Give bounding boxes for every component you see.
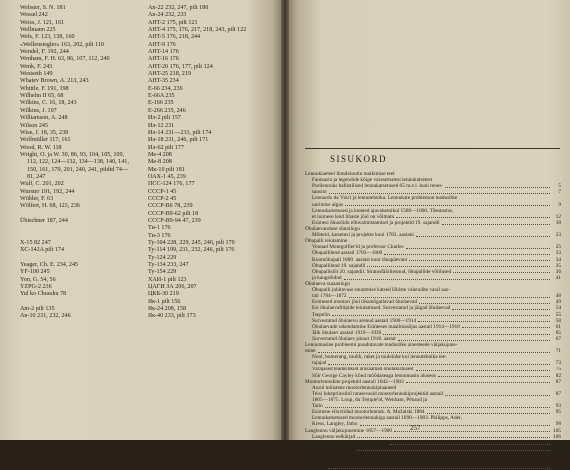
index-entry: Ту-154 229	[148, 269, 177, 276]
index-entry: An-24 232, 233	[148, 12, 187, 19]
index-entry: Wellmann 225	[20, 27, 56, 34]
index-entry: Ту-124 229	[148, 254, 177, 261]
index-entry: Wöhler, F. 63	[20, 195, 54, 202]
toc-dot-leader	[332, 315, 550, 316]
book-gutter	[281, 0, 289, 440]
toc-dot-leader	[328, 468, 550, 469]
toc-page-number: 35	[555, 262, 561, 269]
index-entry: ПСС-124 176, 177	[148, 181, 195, 188]
toc-dot-leader	[390, 444, 550, 445]
toc-page-number: 93	[555, 403, 561, 410]
index-entry: Ме-8 208	[148, 159, 172, 166]
toc-entry-title: Mootorlennu teokssaamine	[305, 452, 363, 459]
index-entry: E-166 235	[148, 100, 174, 107]
toc-entry-title: Jäik õhulaev aastail 1919—1939	[312, 329, 382, 336]
index-entry: Wright, O. ja W. 30, 86, 93, 104, 105, 109,	[20, 151, 125, 158]
toc-page-number: 67	[555, 335, 561, 342]
toc-page-number: 18	[555, 219, 561, 226]
index-entry: Як-40 233, pilt 173	[148, 313, 196, 320]
toc-page-number: 65	[555, 329, 561, 336]
toc-entry-title: Nool, bumerang, tuulik, raket ja tuulelohe kui lennutehnika tee-	[312, 354, 447, 361]
toc-entry-title: Õhupallilend 19. sajandil	[312, 262, 366, 269]
toc-page-number: 33	[555, 250, 561, 257]
toc-entry-title: rajajad	[312, 360, 327, 367]
index-entry: Wenk, F. 243	[20, 63, 53, 70]
toc-dot-leader	[406, 248, 550, 249]
index-entry: 112, 122, 124—132, 134—138, 140, 141,	[27, 159, 129, 166]
index-entry: Wise, J. 18, 35, 238	[20, 129, 69, 136]
toc-entry-title: Esimesi õhusõidu elluvalmistamisel ja projektid 19. sajandil	[312, 219, 440, 226]
toc-entry-title: Lennukiaeteel lintuleinutin maikimise teel	[305, 171, 395, 177]
index-entry: Ил-62 pilt 177	[148, 144, 184, 151]
index-spacer	[20, 233, 130, 240]
index-entry: СССР-В9-94 47, 239	[148, 217, 201, 224]
toc-entry-title: Tatin	[312, 403, 323, 410]
index-entry: Wels, F. 123, 138, 160	[20, 34, 75, 41]
index-entry: Wilson 245	[20, 122, 49, 129]
toc-dot-leader	[409, 260, 550, 261]
toc-page-number: 34	[555, 256, 561, 263]
toc-entry-title: Otto Lilienthal teeb lauglennu teeks	[312, 439, 388, 446]
toc-dot-leader	[367, 266, 550, 267]
toc-page-number: 98	[555, 421, 561, 428]
toc-dot-leader	[384, 254, 550, 255]
index-entry: Yon, G. 54, 56	[20, 276, 56, 283]
index-entry: Мк-10 pilt 181	[148, 166, 185, 173]
toc-entry-title: Vennad Montgolfier'id ja professor Charles	[312, 244, 404, 251]
index-entry: E-266 235, 246	[148, 107, 186, 114]
index-entry: Як-24 208, 158	[148, 306, 186, 313]
toc-dot-leader	[438, 376, 550, 377]
table-of-contents	[305, 171, 561, 470]
toc-dot-leader	[360, 425, 550, 426]
toc-page-number: 61	[555, 323, 561, 330]
toc-dot-leader	[357, 450, 550, 451]
index-entry: Ти-3 176	[148, 232, 171, 239]
toc-entry-title: Varajased teaduslikud arusaamad õhutakistusest	[312, 366, 414, 373]
toc-page-number: 82	[555, 372, 561, 379]
toc-dot-leader	[344, 279, 550, 280]
index-spacer	[20, 255, 130, 262]
toc-entry-title: Lauglennu väljakujunemine 1857—1900	[305, 427, 393, 434]
index-entry: Wilkins, C. 16, 18, 243	[20, 100, 77, 107]
index-entry: Ил-14 231—233, pilt 174	[148, 129, 212, 136]
toc-page-number: 87	[555, 378, 561, 385]
index-entry: Wolfmüller 117, 161	[20, 137, 71, 144]
toc-dot-leader	[445, 395, 550, 396]
toc-entry-title: Õhupallilend aastail 1783—1800	[312, 250, 383, 257]
toc-page-number: 48	[555, 293, 561, 300]
index-column-cyrillic	[148, 5, 276, 321]
toc-entry-title: Teisi lohepriinsibil ratasevasid mootorlennukiprojektid aastail	[312, 390, 444, 397]
index-entry: Übischner 187, 244	[20, 217, 68, 224]
index-entry: Як-1 pilt 156	[148, 298, 181, 305]
index-entry: AHT-20 176, 177, pilt 124	[148, 63, 213, 70]
index-entry: Wenham, F. H. 63, 86, 107, 112, 240	[20, 56, 110, 63]
index-entry: Whittle, F. 191, 198	[20, 85, 69, 92]
index-entry: AHT-5 176, 218, 244	[148, 34, 201, 41]
toc-dot-leader	[419, 303, 550, 304]
index-entry: Ме-4 208	[148, 151, 172, 158]
index-entry: ХАИ-1 pilt 123	[148, 276, 187, 283]
index-entry: Wulf, C. 201, 202	[20, 181, 64, 188]
toc-dot-leader	[329, 193, 550, 194]
toc-page-number: 36	[555, 268, 561, 275]
toc-page-number: 25	[555, 244, 561, 251]
toc-entry-title: Fantaasia ja legendide kõige varasematest lennukatsetest	[312, 177, 433, 184]
index-entry: Webster, S. N. 181	[20, 5, 66, 11]
toc-page-number: 12	[555, 213, 561, 220]
toc-entry-title: Õhupallisõit 20. sajandil. Stratosfäärilennud, õhupallide võitlused	[312, 268, 452, 275]
toc-entry-title: Õhulaeva ssaaaulugu	[305, 280, 350, 287]
toc-page-number: 41	[555, 274, 561, 281]
toc-entry-title: Esi õhulaevafitipide leiutamised. Survestatud ja jäigad õhulaevad	[312, 305, 451, 312]
index-entry: X-15 82 247	[20, 240, 51, 246]
index-entry: AHT-14 176	[148, 49, 179, 56]
toc-page-number: 9	[558, 201, 561, 208]
toc-entry-title: Lilienthali koolkond	[312, 445, 356, 452]
index-column-latin	[20, 5, 130, 321]
toc-entry-title: Lennumasine probleemi puudutavate teaduslike ainesteede väljakujune-	[305, 342, 458, 349]
toc-page-number: 123	[553, 464, 561, 470]
index-entry: Wood, R. W. 118	[20, 144, 62, 151]
index-spacer	[20, 211, 130, 218]
toc-entry-title: Õhulaevade rakendamine Esimeses maailmasõjas aastail 1914—1918	[312, 323, 460, 330]
toc-page-number: 7	[558, 189, 561, 196]
index-entry: Ту-104 228, 229, 245, 246, pilt 170	[148, 240, 235, 246]
index-entry: Ту-114 199, 231, 232, 246, pilt 176	[148, 247, 235, 254]
toc-dot-leader	[349, 297, 550, 298]
toc-dot-leader	[445, 187, 550, 188]
toc-entry-title: Aurul mõistene mootorlennukiplaaneed	[312, 384, 397, 391]
index-entry: Whatev Brown, A. 213, 243	[20, 78, 89, 85]
index-entry: Weiss, J. 121, 161	[20, 19, 65, 26]
index-entry: «Wellensiegler» 163, 202, pilt 110	[20, 41, 104, 48]
toc-dot-leader	[462, 327, 550, 328]
index-entry: Ту-134 233, 247	[148, 262, 189, 269]
index-entry: 150, 161, 179, 201, 240, 241, pildid 74—	[27, 166, 129, 173]
toc-dot-leader	[345, 205, 550, 206]
toc-entry-title: Purilennuks ballistilised lennukatsetused 65 m.e.l. kuni renes-	[312, 183, 444, 190]
toc-page-number: 49	[555, 299, 561, 306]
left-page-index	[0, 0, 281, 440]
toc-page-number: 87	[555, 390, 561, 397]
index-entry: СССР-В9-62 pilt 18	[148, 210, 199, 217]
page-number: 257	[410, 424, 421, 432]
index-spacer	[20, 299, 130, 306]
toc-entry-title: Lennukatsetused ja koneed ajavahemikul 1580—1800. Tõestustus,	[312, 207, 454, 214]
index-entry: 81, 247	[27, 173, 46, 180]
index-entry: YF-100 245	[20, 269, 50, 276]
index-entry: СССР-2 45	[148, 195, 177, 202]
index-entry: Ил-2 pilt 157	[148, 115, 181, 122]
toc-entry-title: Kuumõhupall 1800. aastast kuni tänapäevani	[312, 256, 408, 263]
index-entry: Wendel, F. 192, 244	[20, 49, 69, 56]
heading-rule	[305, 148, 560, 149]
toc-entry-title: Leonardo da Vinci ja lennutehnika. Lennukate problemon teaduslike	[312, 195, 458, 202]
index-entry: Ил-18 231, 246, pilt 171	[148, 137, 209, 144]
contents-heading: SISUKORD	[330, 154, 388, 164]
toc-entry-title: ja kaugsõidud	[312, 274, 342, 281]
toc-entry-title: Mõtteid, katsetusi ja projekte kuni 1783. aastani	[312, 232, 414, 239]
toc-page-number: 105	[553, 427, 561, 434]
index-entry: AHT-9 176	[148, 41, 176, 48]
toc-page-number: 95	[555, 409, 561, 416]
toc-dot-leader	[442, 224, 550, 225]
index-entry: AHT-25 218, 219	[148, 71, 191, 78]
toc-page-number: 75	[555, 366, 561, 373]
index-entry: СССР-В6 78, 239	[148, 203, 193, 210]
toc-entry-title: Survestatud õhulaev pärast 1918. aastat	[312, 335, 396, 342]
index-entry: An-22 232, 247, pilt 180	[148, 5, 209, 11]
index-entry: СССР-1 45	[148, 188, 177, 195]
index-entry: Am-2 pilt 135	[20, 306, 55, 313]
toc-page-number: 106	[553, 433, 561, 440]
toc-dot-leader	[418, 321, 550, 322]
index-entry: Wölfert, H. 68, 123, 236	[20, 203, 80, 210]
toc-entry-title: uurimise algus	[312, 201, 344, 208]
index-entry: AHT-2 175, pilt 121	[148, 19, 198, 26]
toc-dot-leader	[453, 272, 550, 273]
index-entry: Wessel 242	[20, 12, 48, 19]
toc-entry-title: Kress, Langley, Jatho	[312, 421, 358, 428]
index-entry: AHT-16 176	[148, 56, 179, 63]
toc-entry-title: Mootorlennukite projektid aastail 1842—1903	[305, 378, 404, 385]
toc-entry-title: Gottlieb Daimler ja auto põhjevaa sõvagu sisepõlemismootori leiu-	[312, 458, 455, 465]
toc-entry-title: et inimese lend lihaste jõul on võimatu	[312, 213, 395, 220]
toc-entry-title: Õhupalli juhitavuse muutmise katsed lõbiste vahendite varal aas-	[312, 287, 450, 294]
toc-dot-leader	[357, 437, 550, 438]
index-entry: Wilkins, J. 197	[20, 107, 57, 114]
index-entry: Ил-12 231	[148, 122, 175, 129]
toc-dot-leader	[396, 217, 550, 218]
toc-page-number: 110	[553, 439, 561, 446]
toc-page-number: 73	[555, 360, 561, 367]
toc-entry-title: sansini	[312, 189, 327, 196]
toc-dot-leader	[427, 413, 550, 414]
index-entry: ЦАГИ ЗА 206, 207	[148, 284, 197, 291]
index-entry: AHT-4 175, 176, 217, 218, 243, pilt 122	[148, 27, 247, 34]
index-entry: ОАХ-1 45, 239	[148, 173, 186, 180]
toc-dot-leader	[398, 340, 550, 341]
index-entry: AHT-35 234	[148, 78, 179, 85]
toc-entry-title: Lennukatsetused mootorlennukiga aastail 1890—1903. Philipps, Ader,	[312, 415, 462, 422]
toc-dot-leader	[328, 364, 550, 365]
index-entry: XC-142A pilt 174	[20, 247, 65, 254]
toc-entry-title: tamine	[312, 464, 327, 470]
toc-entry-title: Õhupalli leiutamine	[305, 238, 348, 245]
index-entry: Yeager, Ch. E. 234, 245	[20, 262, 79, 269]
index-entry: E-66A 235	[148, 93, 175, 100]
toc-dot-leader	[452, 309, 550, 310]
index-spacer	[20, 225, 130, 232]
toc-entry-title: Survestatud õhulaevu arenud aastail 1900—1914	[312, 317, 417, 324]
toc-entry-title: Esimesed mootori jõul tõkunõgatlavad õhulaevad	[312, 299, 418, 306]
index-entry: YZPG-2 236	[20, 284, 52, 291]
toc-page-number: 71	[555, 348, 561, 355]
toc-dot-leader	[406, 382, 550, 383]
index-entry: Ти-1 176	[148, 225, 171, 232]
toc-entry-title: Sõir George Cayley kõnd mõõdaseaga lennumasin aluseos	[312, 372, 437, 379]
toc-page-number: 58	[555, 317, 561, 324]
toc-page-number: 54	[555, 305, 561, 312]
index-entry: Wurster 191, 192, 244	[20, 188, 75, 195]
toc-entry-title: Õhulaevanduse sünnilugu	[305, 225, 360, 232]
toc-dot-leader	[318, 352, 550, 353]
toc-dot-leader	[383, 334, 550, 335]
toc-entry-title: tail 1784—1872	[312, 293, 347, 300]
index-entry: Yul ko Chussku 78	[20, 291, 67, 298]
index-entry: An-10 231, 232, 246	[20, 313, 71, 320]
toc-entry-title: Tsepelin	[312, 311, 330, 318]
index-entry: Westseth 149	[20, 71, 53, 78]
index-entry: ЦКБ-30 219	[148, 291, 179, 298]
index-entry: Williamson, A. 248	[20, 115, 68, 122]
toc-entry	[305, 464, 561, 470]
toc-dot-leader	[416, 236, 550, 237]
toc-entry-title: Lauglennu eelkäijad	[312, 433, 356, 440]
toc-dot-leader	[416, 370, 550, 371]
toc-entry-title: Esimene elluviidud mootorlennuk. A. Možaiski 1884	[312, 409, 425, 416]
toc-page-number: 23	[555, 232, 561, 239]
toc-page-number: 55	[555, 311, 561, 318]
index-entry: E-66 234, 236	[148, 85, 183, 92]
toc-entry-title: mine	[305, 348, 316, 355]
toc-entry-title: 1805—1875. Loup, du Temple'id, Wenham, Pénaud ja	[312, 397, 428, 404]
toc-page-number: 118	[553, 445, 561, 452]
toc-dot-leader	[325, 407, 550, 408]
toc-page-number: 5	[558, 183, 561, 190]
index-entry: Wilhelm II 65, 68	[20, 93, 64, 100]
